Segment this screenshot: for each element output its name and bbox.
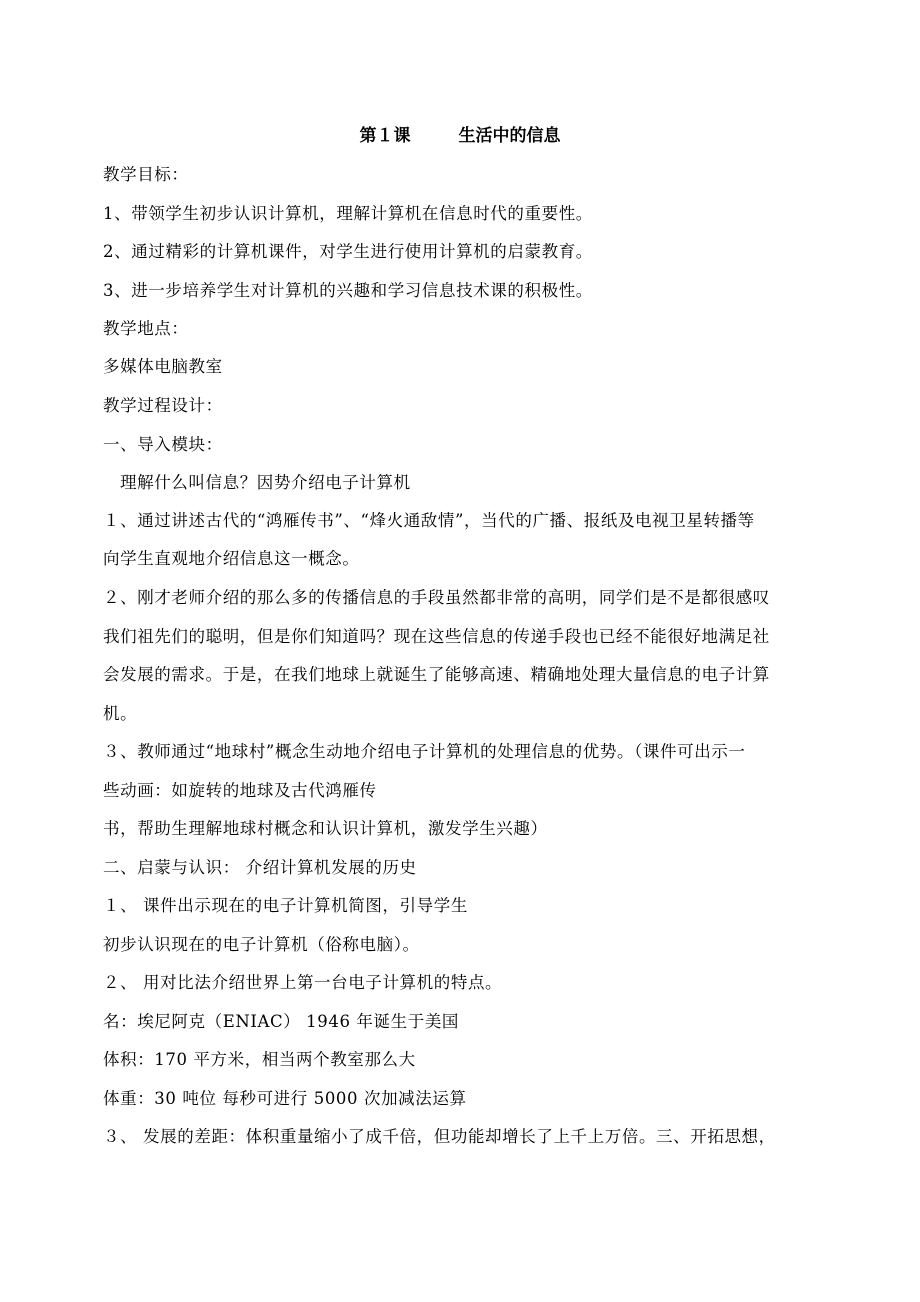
section-1-heading: 一、导入模块： [103, 435, 223, 454]
objective-2: 2、通过精彩的计算机课件，对学生进行使用计算机的启蒙教育。 [103, 242, 593, 261]
section-1-subheading: 理解什么叫信息？因势介绍电子计算机 [120, 473, 411, 492]
paragraph-line: １、通过讲述古代的“鸿雁传书”、“烽火通敌情”，当代的广播、报纸及电视卫星转播等 [103, 511, 755, 530]
page-title [0, 124, 920, 148]
paragraph-line: 机。 [103, 704, 138, 723]
paragraph-line: 我们祖先们的聪明，但是你们知道吗？现在这些信息的传递手段也已经不能很好地满足社 [103, 627, 770, 646]
paragraph-line: 向学生直观地介绍信息这一概念。 [103, 549, 360, 568]
title-lesson-name: 生活中的信息 [458, 126, 561, 146]
eniac-weight: 体重：30 吨位 每秒可进行 5000 次加减法运算 [103, 1089, 467, 1108]
paragraph-line: ３、教师通过“地球村”概念生动地介绍电子计算机的处理信息的优势。（课件可出示一 [103, 742, 746, 761]
eniac-volume: 体积：170 平方米，相当两个教室那么大 [103, 1050, 416, 1069]
objective-1: 1、带领学生初步认识计算机，理解计算机在信息时代的重要性。 [103, 204, 593, 223]
paragraph-line: 书，帮助生理解地球村概念和认识计算机，激发学生兴趣） [103, 819, 548, 838]
paragraph-line: 初步认识现在的电子计算机（俗称电脑）。 [103, 935, 420, 954]
heading-process: 教学过程设计： [103, 396, 223, 415]
paragraph-line: ３、 发展的差距：体积重量缩小了成千倍，但功能却增长了上千上万倍。三、开拓思想， [103, 1127, 776, 1146]
heading-objectives: 教学目标： [103, 165, 189, 184]
section-2-heading: 二、启蒙与认识： 介绍计算机发展的历史 [103, 858, 417, 877]
objective-3: 3、进一步培养学生对计算机的兴趣和学习信息技术课的积极性。 [103, 281, 593, 300]
eniac-name: 名：埃尼阿克（ENIAC） 1946 年诞生于美国 [103, 1012, 460, 1031]
paragraph-line: ２、刚才老师介绍的那么多的传播信息的手段虽然都非常的高明，同学们是不是都很感叹 [103, 588, 770, 607]
paragraph-line: 会发展的需求。于是，在我们地球上就诞生了能够高速、精确地处理大量信息的电子计算 [103, 665, 770, 684]
paragraph-line: １、 课件出示现在的电子计算机简图，引导学生 [103, 896, 468, 915]
heading-location: 教学地点： [103, 319, 189, 338]
title-lesson-number: 第１课 [359, 126, 411, 146]
paragraph-line: ２、 用对比法介绍世界上第一台电子计算机的特点。 [103, 973, 503, 992]
location-text: 多媒体电脑教室 [103, 357, 223, 376]
paragraph-line: 些动画：如旋转的地球及古代鸿雁传 [103, 781, 377, 800]
